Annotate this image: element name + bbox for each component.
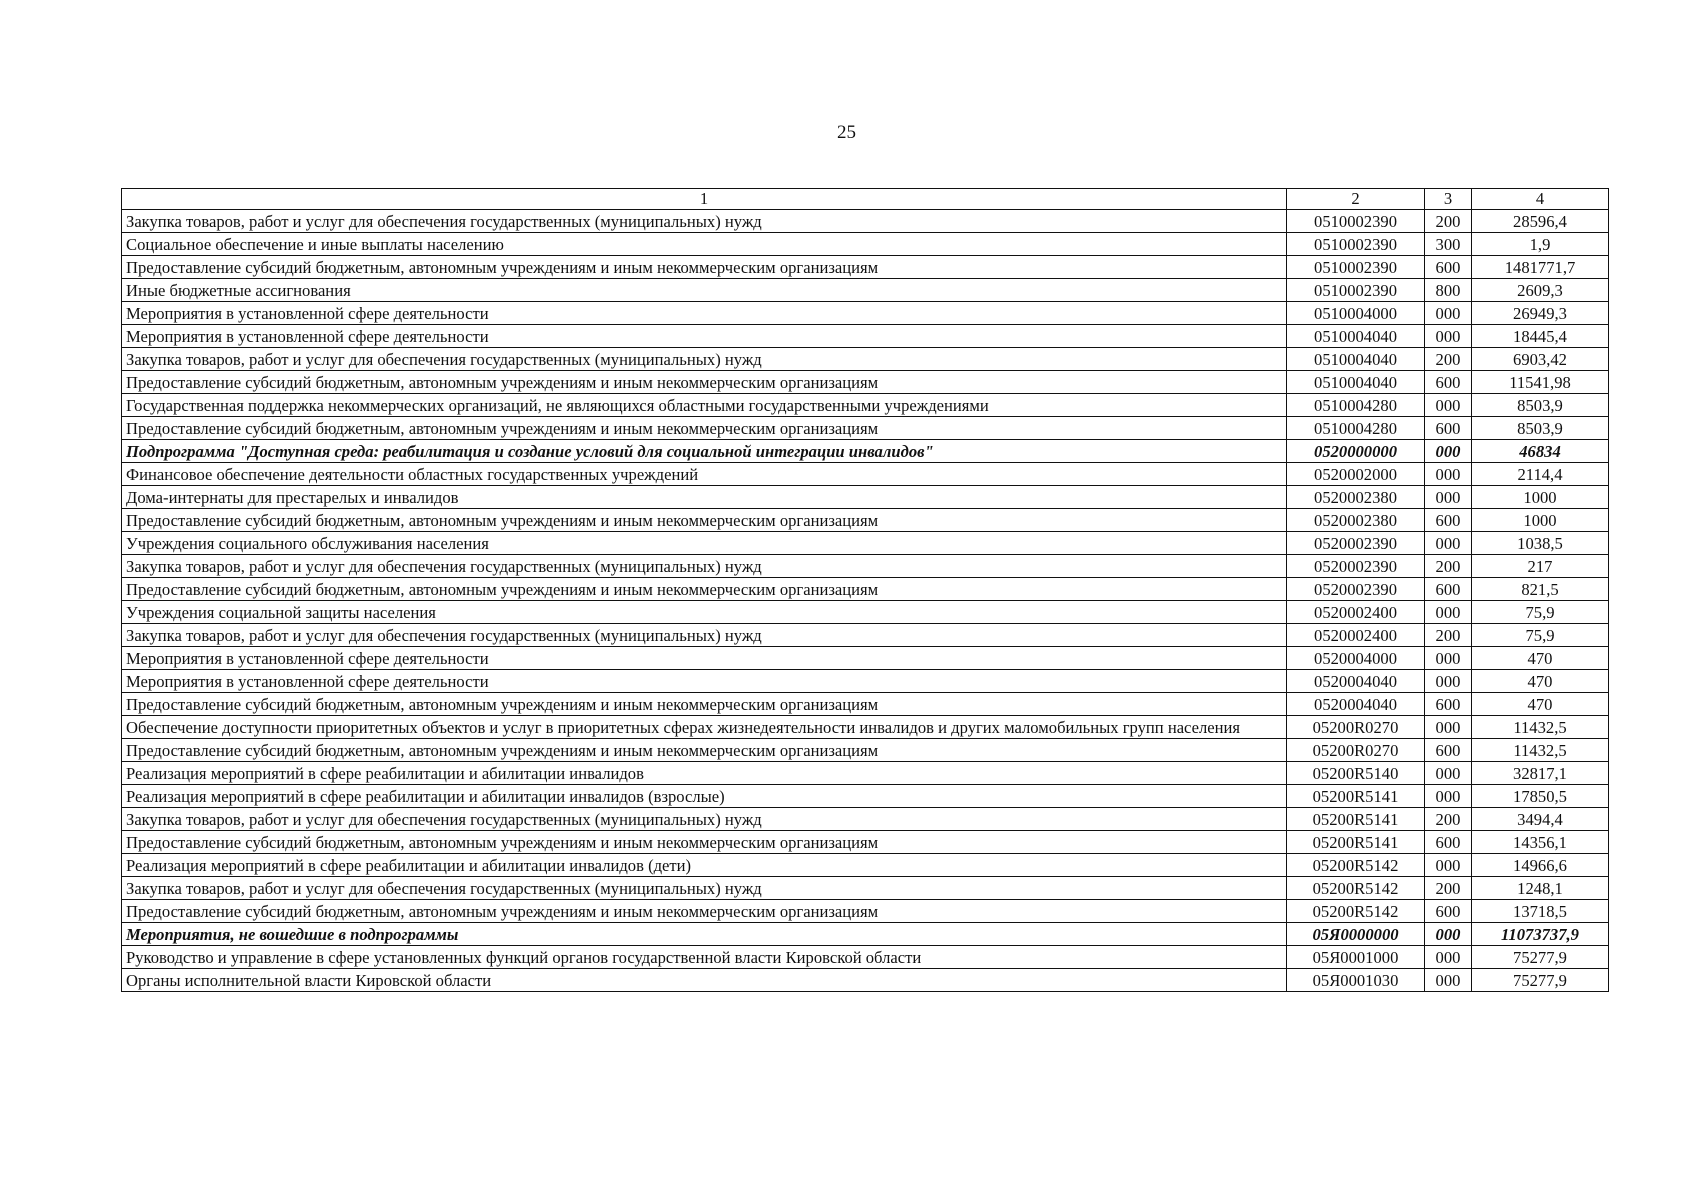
row-name-cell: Социальное обеспечение и иные выплаты населению: [122, 233, 1287, 256]
row-type-cell: 000: [1425, 762, 1472, 785]
table-row: [122, 279, 1609, 302]
row-code-cell: 0520002400: [1287, 601, 1425, 624]
row-code-cell: 05200R5141: [1287, 808, 1425, 831]
row-name-cell: Предоставление субсидий бюджетным, автономным учреждениям и иным некоммерческим организациям: [122, 417, 1287, 440]
row-name-cell: Предоставление субсидий бюджетным, автономным учреждениям и иным некоммерческим организациям: [122, 739, 1287, 762]
row-type-cell: 000: [1425, 923, 1472, 946]
row-code-cell: 05200R0270: [1287, 716, 1425, 739]
row-sum-cell: 1481771,7: [1472, 256, 1609, 279]
table-row: [122, 785, 1609, 808]
row-code-cell: 0520002380: [1287, 509, 1425, 532]
row-sum-cell: 470: [1472, 693, 1609, 716]
table-row: [122, 831, 1609, 854]
row-type-cell: 600: [1425, 578, 1472, 601]
row-type-cell: 000: [1425, 601, 1472, 624]
row-type-cell: 600: [1425, 509, 1472, 532]
row-name-cell: Реализация мероприятий в сфере реабилитации и абилитации инвалидов (взрослые): [122, 785, 1287, 808]
row-name-cell: Закупка товаров, работ и услуг для обеспечения государственных (муниципальных) нужд: [122, 624, 1287, 647]
row-type-cell: 000: [1425, 440, 1472, 463]
header-row: [122, 189, 1609, 210]
table-row: [122, 325, 1609, 348]
row-code-cell: 05200R5142: [1287, 877, 1425, 900]
table-row: [122, 900, 1609, 923]
row-type-cell: 800: [1425, 279, 1472, 302]
row-code-cell: 0520004040: [1287, 693, 1425, 716]
row-type-cell: 000: [1425, 785, 1472, 808]
row-name-cell: Дома-интернаты для престарелых и инвалидов: [122, 486, 1287, 509]
table-row: [122, 555, 1609, 578]
table-row: [122, 256, 1609, 279]
row-code-cell: 0520002000: [1287, 463, 1425, 486]
budget-table: [121, 188, 1609, 992]
table-row: [122, 693, 1609, 716]
table-row: [122, 509, 1609, 532]
row-code-cell: 0520002390: [1287, 578, 1425, 601]
row-sum-cell: 1038,5: [1472, 532, 1609, 555]
row-type-cell: 200: [1425, 210, 1472, 233]
row-sum-cell: 17850,5: [1472, 785, 1609, 808]
table-row: [122, 371, 1609, 394]
row-name-cell: Мероприятия в установленной сфере деятельности: [122, 670, 1287, 693]
row-type-cell: 600: [1425, 900, 1472, 923]
row-sum-cell: 26949,3: [1472, 302, 1609, 325]
row-code-cell: 0510002390: [1287, 279, 1425, 302]
row-type-cell: 000: [1425, 394, 1472, 417]
row-sum-cell: 8503,9: [1472, 394, 1609, 417]
row-sum-cell: 217: [1472, 555, 1609, 578]
row-name-cell: Мероприятия в установленной сфере деятельности: [122, 302, 1287, 325]
row-code-cell: 0510004000: [1287, 302, 1425, 325]
table-row: [122, 647, 1609, 670]
table-row: [122, 578, 1609, 601]
row-name-cell: Иные бюджетные ассигнования: [122, 279, 1287, 302]
row-type-cell: 000: [1425, 716, 1472, 739]
row-sum-cell: 11073737,9: [1472, 923, 1609, 946]
table-row: [122, 854, 1609, 877]
row-code-cell: 0520002380: [1287, 486, 1425, 509]
row-name-cell: Государственная поддержка некоммерческих организаций, не являющихся областными государственными учреждениями: [122, 394, 1287, 417]
row-code-cell: 05Я0000000: [1287, 923, 1425, 946]
row-code-cell: 0520002390: [1287, 532, 1425, 555]
row-sum-cell: 821,5: [1472, 578, 1609, 601]
row-sum-cell: 8503,9: [1472, 417, 1609, 440]
table-row: [122, 969, 1609, 992]
row-name-cell: Закупка товаров, работ и услуг для обеспечения государственных (муниципальных) нужд: [122, 348, 1287, 371]
row-sum-cell: 75,9: [1472, 601, 1609, 624]
row-name-cell: Финансовое обеспечение деятельности областных государственных учреждений: [122, 463, 1287, 486]
row-type-cell: 600: [1425, 417, 1472, 440]
row-name-cell: Предоставление субсидий бюджетным, автономным учреждениям и иным некоммерческим организациям: [122, 900, 1287, 923]
table-row: [122, 716, 1609, 739]
table-row: [122, 348, 1609, 371]
row-type-cell: 200: [1425, 555, 1472, 578]
row-type-cell: 600: [1425, 831, 1472, 854]
table-row: [122, 486, 1609, 509]
row-sum-cell: 32817,1: [1472, 762, 1609, 785]
row-sum-cell: 470: [1472, 647, 1609, 670]
row-code-cell: 05200R5142: [1287, 900, 1425, 923]
table-row: [122, 762, 1609, 785]
row-type-cell: 000: [1425, 647, 1472, 670]
row-code-cell: 0510004040: [1287, 371, 1425, 394]
row-name-cell: Предоставление субсидий бюджетным, автономным учреждениям и иным некоммерческим организациям: [122, 831, 1287, 854]
table-row: [122, 877, 1609, 900]
row-sum-cell: 13718,5: [1472, 900, 1609, 923]
row-sum-cell: 470: [1472, 670, 1609, 693]
row-name-cell: Предоставление субсидий бюджетным, автономным учреждениям и иным некоммерческим организациям: [122, 371, 1287, 394]
row-code-cell: 0510002390: [1287, 233, 1425, 256]
table-row: [122, 739, 1609, 762]
row-type-cell: 000: [1425, 302, 1472, 325]
row-name-cell: Закупка товаров, работ и услуг для обеспечения государственных (муниципальных) нужд: [122, 555, 1287, 578]
row-sum-cell: 14966,6: [1472, 854, 1609, 877]
header-cell-type: 3: [1425, 189, 1472, 210]
table-row: [122, 302, 1609, 325]
header-cell-sum: 4: [1472, 189, 1609, 210]
row-name-cell: Мероприятия в установленной сфере деятельности: [122, 647, 1287, 670]
row-type-cell: 600: [1425, 256, 1472, 279]
row-type-cell: 600: [1425, 739, 1472, 762]
row-type-cell: 000: [1425, 325, 1472, 348]
row-type-cell: 200: [1425, 877, 1472, 900]
row-sum-cell: 75,9: [1472, 624, 1609, 647]
table-row: [122, 440, 1609, 463]
page-number: 25: [837, 122, 856, 143]
header-cell-code: 2: [1287, 189, 1425, 210]
row-type-cell: 200: [1425, 348, 1472, 371]
row-code-cell: 0520000000: [1287, 440, 1425, 463]
table-row: [122, 210, 1609, 233]
row-name-cell: Предоставление субсидий бюджетным, автономным учреждениям и иным некоммерческим организациям: [122, 693, 1287, 716]
row-name-cell: Мероприятия, не вошедшие в подпрограммы: [122, 923, 1287, 946]
row-type-cell: 600: [1425, 371, 1472, 394]
row-code-cell: 0510002390: [1287, 210, 1425, 233]
row-sum-cell: 3494,4: [1472, 808, 1609, 831]
row-type-cell: 000: [1425, 486, 1472, 509]
row-code-cell: 0520002390: [1287, 555, 1425, 578]
row-name-cell: Учреждения социальной защиты населения: [122, 601, 1287, 624]
row-code-cell: 0510004040: [1287, 325, 1425, 348]
row-sum-cell: 2114,4: [1472, 463, 1609, 486]
table-row: [122, 923, 1609, 946]
row-code-cell: 05200R0270: [1287, 739, 1425, 762]
row-name-cell: Предоставление субсидий бюджетным, автономным учреждениям и иным некоммерческим организациям: [122, 509, 1287, 532]
row-code-cell: 05200R5140: [1287, 762, 1425, 785]
row-code-cell: 0520004040: [1287, 670, 1425, 693]
row-type-cell: 600: [1425, 693, 1472, 716]
row-name-cell: Реализация мероприятий в сфере реабилитации и абилитации инвалидов: [122, 762, 1287, 785]
table-row: [122, 601, 1609, 624]
row-type-cell: 000: [1425, 463, 1472, 486]
table-row: [122, 532, 1609, 555]
row-code-cell: 05200R5142: [1287, 854, 1425, 877]
row-code-cell: 0510004040: [1287, 348, 1425, 371]
row-code-cell: 0520002400: [1287, 624, 1425, 647]
row-type-cell: 000: [1425, 946, 1472, 969]
row-name-cell: Закупка товаров, работ и услуг для обеспечения государственных (муниципальных) нужд: [122, 877, 1287, 900]
row-type-cell: 000: [1425, 532, 1472, 555]
row-code-cell: 05Я0001000: [1287, 946, 1425, 969]
table-row: [122, 417, 1609, 440]
table-row: [122, 670, 1609, 693]
row-type-cell: 000: [1425, 854, 1472, 877]
row-sum-cell: 1000: [1472, 509, 1609, 532]
row-sum-cell: 14356,1: [1472, 831, 1609, 854]
row-code-cell: 05Я0001030: [1287, 969, 1425, 992]
row-sum-cell: 1000: [1472, 486, 1609, 509]
row-sum-cell: 1248,1: [1472, 877, 1609, 900]
row-type-cell: 000: [1425, 670, 1472, 693]
row-type-cell: 300: [1425, 233, 1472, 256]
row-sum-cell: 46834: [1472, 440, 1609, 463]
row-sum-cell: 28596,4: [1472, 210, 1609, 233]
row-name-cell: Закупка товаров, работ и услуг для обеспечения государственных (муниципальных) нужд: [122, 210, 1287, 233]
row-code-cell: 0510004280: [1287, 394, 1425, 417]
row-code-cell: 0510004280: [1287, 417, 1425, 440]
table-row: [122, 808, 1609, 831]
row-sum-cell: 2609,3: [1472, 279, 1609, 302]
row-type-cell: 200: [1425, 808, 1472, 831]
row-code-cell: 05200R5141: [1287, 785, 1425, 808]
row-name-cell: Обеспечение доступности приоритетных объектов и услуг в приоритетных сферах жизнедеятельности инвалидов и других маломобильных групп населения: [122, 716, 1287, 739]
table-row: [122, 233, 1609, 256]
row-sum-cell: 75277,9: [1472, 946, 1609, 969]
row-name-cell: Предоставление субсидий бюджетным, автономным учреждениям и иным некоммерческим организациям: [122, 256, 1287, 279]
row-code-cell: 0520004000: [1287, 647, 1425, 670]
row-type-cell: 200: [1425, 624, 1472, 647]
row-code-cell: 05200R5141: [1287, 831, 1425, 854]
row-sum-cell: 11432,5: [1472, 716, 1609, 739]
row-name-cell: Мероприятия в установленной сфере деятельности: [122, 325, 1287, 348]
row-sum-cell: 6903,42: [1472, 348, 1609, 371]
row-name-cell: Органы исполнительной власти Кировской области: [122, 969, 1287, 992]
row-name-cell: Предоставление субсидий бюджетным, автономным учреждениям и иным некоммерческим организациям: [122, 578, 1287, 601]
row-sum-cell: 75277,9: [1472, 969, 1609, 992]
table-row: [122, 946, 1609, 969]
row-sum-cell: 11541,98: [1472, 371, 1609, 394]
row-name-cell: Подпрограмма "Доступная среда: реабилитация и создание условий для социальной интеграции инвалидов": [122, 440, 1287, 463]
row-sum-cell: 11432,5: [1472, 739, 1609, 762]
row-name-cell: Закупка товаров, работ и услуг для обеспечения государственных (муниципальных) нужд: [122, 808, 1287, 831]
row-sum-cell: 18445,4: [1472, 325, 1609, 348]
row-code-cell: 0510002390: [1287, 256, 1425, 279]
row-name-cell: Реализация мероприятий в сфере реабилитации и абилитации инвалидов (дети): [122, 854, 1287, 877]
row-name-cell: Руководство и управление в сфере установленных функций органов государственной власти Кировской области: [122, 946, 1287, 969]
row-type-cell: 000: [1425, 969, 1472, 992]
row-name-cell: Учреждения социального обслуживания населения: [122, 532, 1287, 555]
row-sum-cell: 1,9: [1472, 233, 1609, 256]
table-row: [122, 624, 1609, 647]
table-row: [122, 394, 1609, 417]
table-row: [122, 463, 1609, 486]
header-cell-name: 1: [122, 189, 1287, 210]
table-body: [122, 210, 1609, 992]
